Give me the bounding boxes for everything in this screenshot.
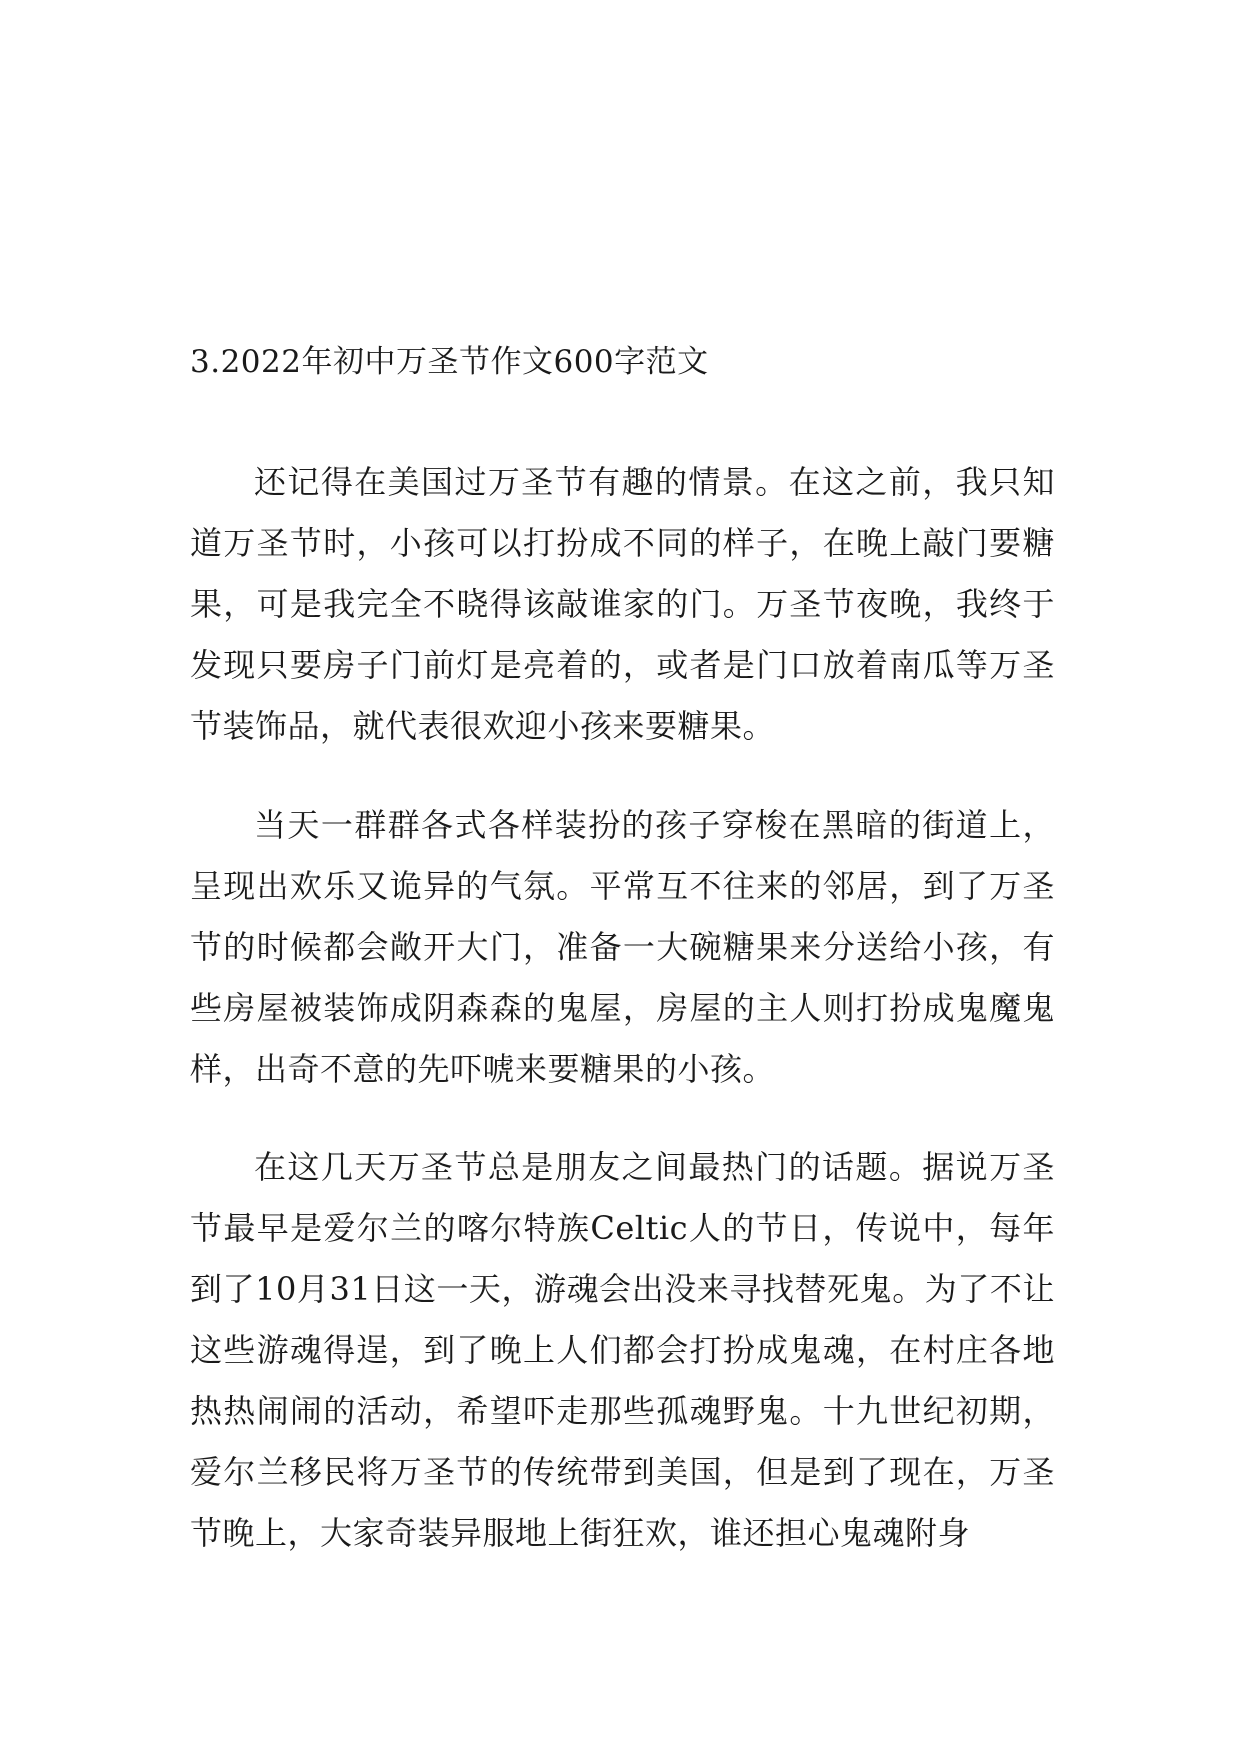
paragraph-1: 还记得在美国过万圣节有趣的情景。在这之前，我只知道万圣节时，小孩可以打扮成不同的样子，在晚上敲门要糖果，可是我完全不晓得该敲谁家的门。万圣节夜晚，我终于发现只要房子门前灯是亮着的，或者是门口放着南瓜等万圣节装饰品，就代表很欢迎小孩来要糖果。: [190, 463, 1055, 745]
paragraph-2: 当天一群群各式各样装扮的孩子穿梭在黑暗的街道上，呈现出欢乐又诡异的气氛。平常互不往来的邻居，到了万圣节的时候都会敞开大门，准备一大碗糖果来分送给小孩，有些房屋被装饰成阴森森的鬼屋，房屋的主人则打扮成鬼魔鬼样，出奇不意的先吓唬来要糖果的小孩。: [190, 806, 1055, 1088]
document-title: 3.2022年初中万圣节作文600字范文: [190, 344, 709, 380]
paragraph-3: 在这几天万圣节总是朋友之间最热门的话题。据说万圣节最早是爱尔兰的喀尔特族Celtic人的节日，传说中，每年到了10月31日这一天，游魂会出没来寻找替死鬼。为了不让这些游魂得逞，到了晚上人们都会打扮成鬼魂，在村庄各地热热闹闹的活动，希望吓走那些孤魂野鬼。十九世纪初期，爱尔兰移民将万圣节的传统带到美国，但是到了现在，万圣节晚上，大家奇装异服地上街狂欢，谁还担心鬼魂附身: [190, 1148, 1055, 1552]
